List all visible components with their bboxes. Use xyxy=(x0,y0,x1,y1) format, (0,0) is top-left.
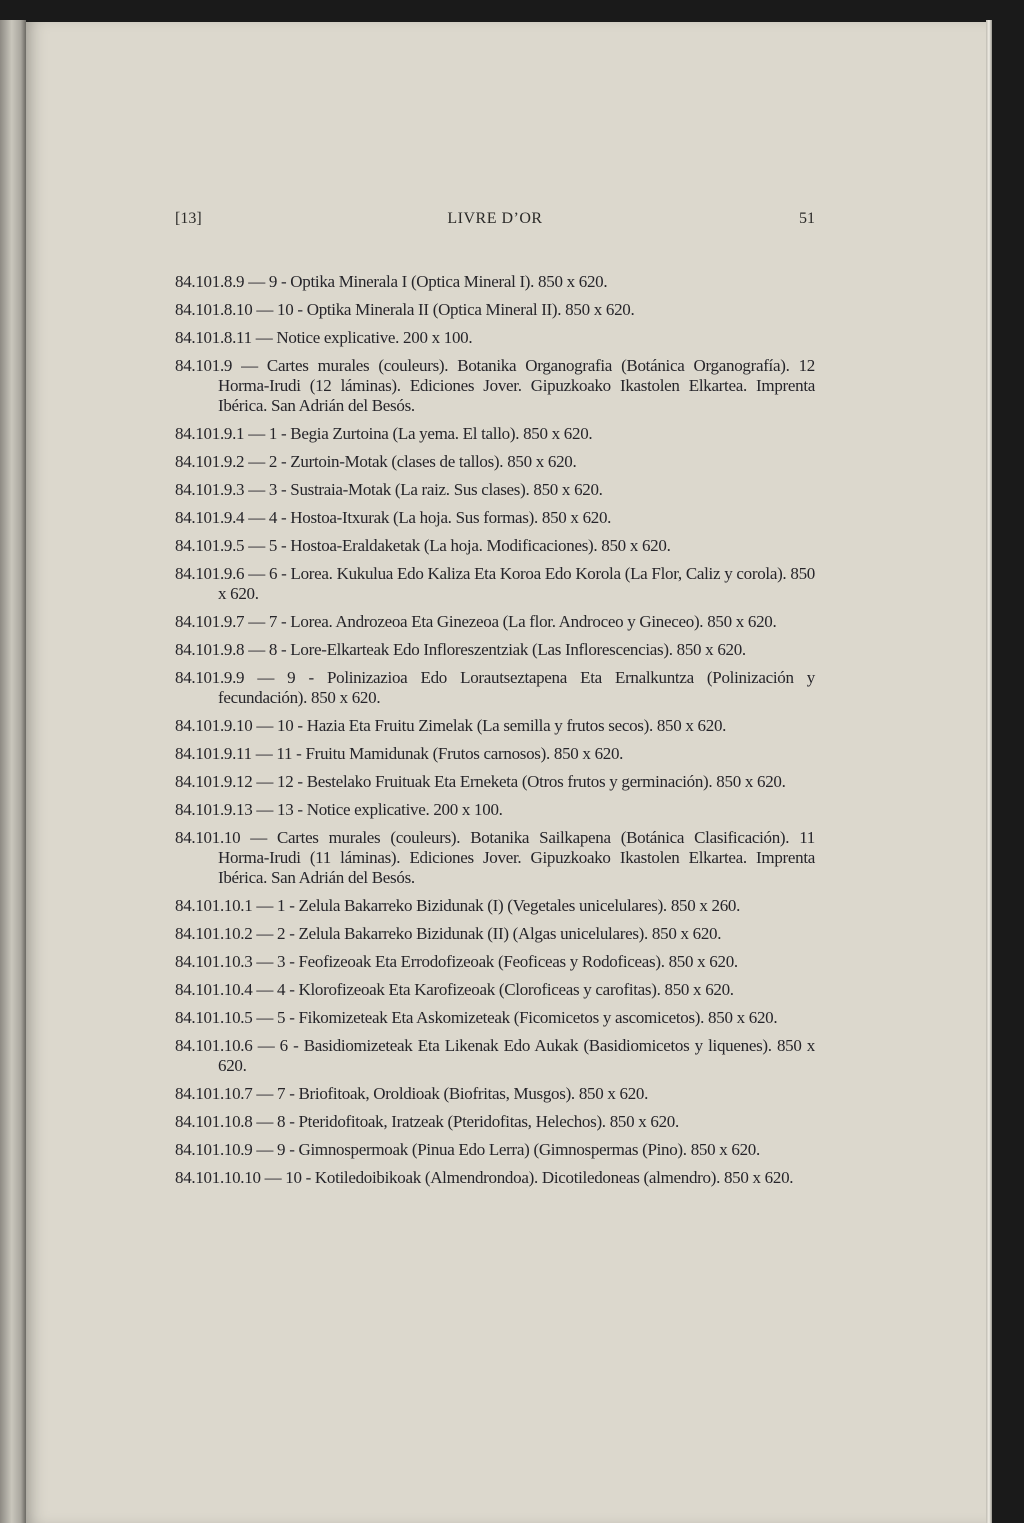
catalogue-entry: 84.101.10.2 — 2 - Zelula Bakarreko Bizidunak (II) (Algas unicelulares). 850 x 620. xyxy=(175,924,722,943)
catalogue-entry: 84.101.10.5 — 5 - Fikomizeteak Eta Askomizeteak (Ficomicetos y ascomicetos). 850 x 620. xyxy=(175,1008,778,1027)
catalogue-entry: 84.101.9 — Cartes murales (couleurs). Botanika Organografia (Botánica Organografía). 12 Horma-Irudi (12 láminas). Ediciones Jover. Gipuzkoako Ikastolen Elkartea. Imprenta Ibérica. San Adrián del Besós. xyxy=(175,356,815,415)
page-edge xyxy=(986,20,992,1523)
catalogue-entry: 84.101.10.10 — 10 - Kotiledoibikoak (Almendrondoa). Dicotiledoneas (almendro). 850 x 620. xyxy=(175,1168,794,1187)
catalogue-entry: 84.101.10.1 — 1 - Zelula Bakarreko Bizidunak (I) (Vegetales unicelulares). 850 x 260. xyxy=(175,896,741,915)
catalogue-entry: 84.101.10.8 — 8 - Pteridofitoak, Iratzeak (Pteridofitas, Helechos). 850 x 620. xyxy=(175,1112,679,1131)
catalogue-entry: 84.101.10 — Cartes murales (couleurs). Botanika Sailkapena (Botánica Clasificación). 11 Horma-Irudi (11 láminas). Ediciones Jover. Gipuzkoako Ikastolen Elkartea. Imprenta Ibérica. San Adrián del Besós. xyxy=(175,828,815,887)
catalogue-entry: 84.101.9.9 — 9 - Polinizazioa Edo Lorautseztapena Eta Ernalkuntza (Polinización y fecundación). 850 x 620. xyxy=(175,668,815,707)
document-page xyxy=(26,22,992,1523)
catalogue-entry: 84.101.9.10 — 10 - Hazia Eta Fruitu Zimelak (La semilla y frutos secos). 850 x 620. xyxy=(175,716,727,735)
section-number: [13] xyxy=(175,210,202,227)
catalogue-entry: 84.101.8.9 — 9 - Optika Minerala I (Optica Mineral I). 850 x 620. xyxy=(175,272,608,291)
catalogue-entry: 84.101.9.13 — 13 - Notice explicative. 200 x 100. xyxy=(175,800,503,819)
catalogue-entry: 84.101.8.11 — Notice explicative. 200 x 100. xyxy=(175,328,473,347)
catalogue-entry: 84.101.9.2 — 2 - Zurtoin-Motak (clases de tallos). 850 x 620. xyxy=(175,452,577,471)
catalogue-entry: 84.101.9.1 — 1 - Begia Zurtoina (La yema. El tallo). 850 x 620. xyxy=(175,424,593,443)
catalogue-entry: 84.101.10.9 — 9 - Gimnospermoak (Pinua Edo Lerra) (Gimnospermas (Pino). 850 x 620. xyxy=(175,1140,760,1159)
running-title: LIVRE D’OR xyxy=(447,210,543,227)
catalogue-entry: 84.101.10.7 — 7 - Briofitoak, Oroldioak (Biofritas, Musgos). 850 x 620. xyxy=(175,1084,649,1103)
page-number: 51 xyxy=(799,210,815,227)
catalogue-entry: 84.101.8.10 — 10 - Optika Minerala II (Optica Mineral II). 850 x 620. xyxy=(175,300,635,319)
catalogue-entry: 84.101.10.4 — 4 - Klorofizeoak Eta Karofizeoak (Cloroficeas y carofitas). 850 x 620. xyxy=(175,980,734,999)
catalogue-entry: 84.101.9.3 — 3 - Sustraia-Motak (La raiz. Sus clases). 850 x 620. xyxy=(175,480,603,499)
catalogue-entry: 84.101.9.4 — 4 - Hostoa-Itxurak (La hoja. Sus formas). 850 x 620. xyxy=(175,508,612,527)
catalogue-entry: 84.101.10.3 — 3 - Feofizeoak Eta Errodofizeoak (Feoficeas y Rodoficeas). 850 x 620. xyxy=(175,952,738,971)
catalogue-entry: 84.101.9.5 — 5 - Hostoa-Eraldaketak (La hoja. Modificaciones). 850 x 620. xyxy=(175,536,671,555)
catalogue-entry: 84.101.9.12 — 12 - Bestelako Fruituak Eta Erneketa (Otros frutos y germinación). 850 x 620. xyxy=(175,772,786,791)
adjacent-page-edge xyxy=(0,20,26,1523)
running-header xyxy=(175,210,815,232)
catalogue-entry: 84.101.9.11 — 11 - Fruitu Mamidunak (Frutos carnosos). 850 x 620. xyxy=(175,744,624,763)
catalogue-entries xyxy=(175,272,815,1196)
catalogue-entry: 84.101.9.8 — 8 - Lore-Elkarteak Edo Infloreszentziak (Las Inflorescencias). 850 x 620. xyxy=(175,640,746,659)
catalogue-entry: 84.101.9.6 — 6 - Lorea. Kukulua Edo Kaliza Eta Koroa Edo Korola (La Flor, Caliz y corola). 850 x 620. xyxy=(175,564,815,603)
catalogue-entry: 84.101.9.7 — 7 - Lorea. Androzeoa Eta Ginezeoa (La flor. Androceo y Gineceo). 850 x 620. xyxy=(175,612,777,631)
catalogue-entry: 84.101.10.6 — 6 - Basidiomizeteak Eta Likenak Edo Aukak (Basidiomicetos y liquenes). 850 x 620. xyxy=(175,1036,815,1075)
